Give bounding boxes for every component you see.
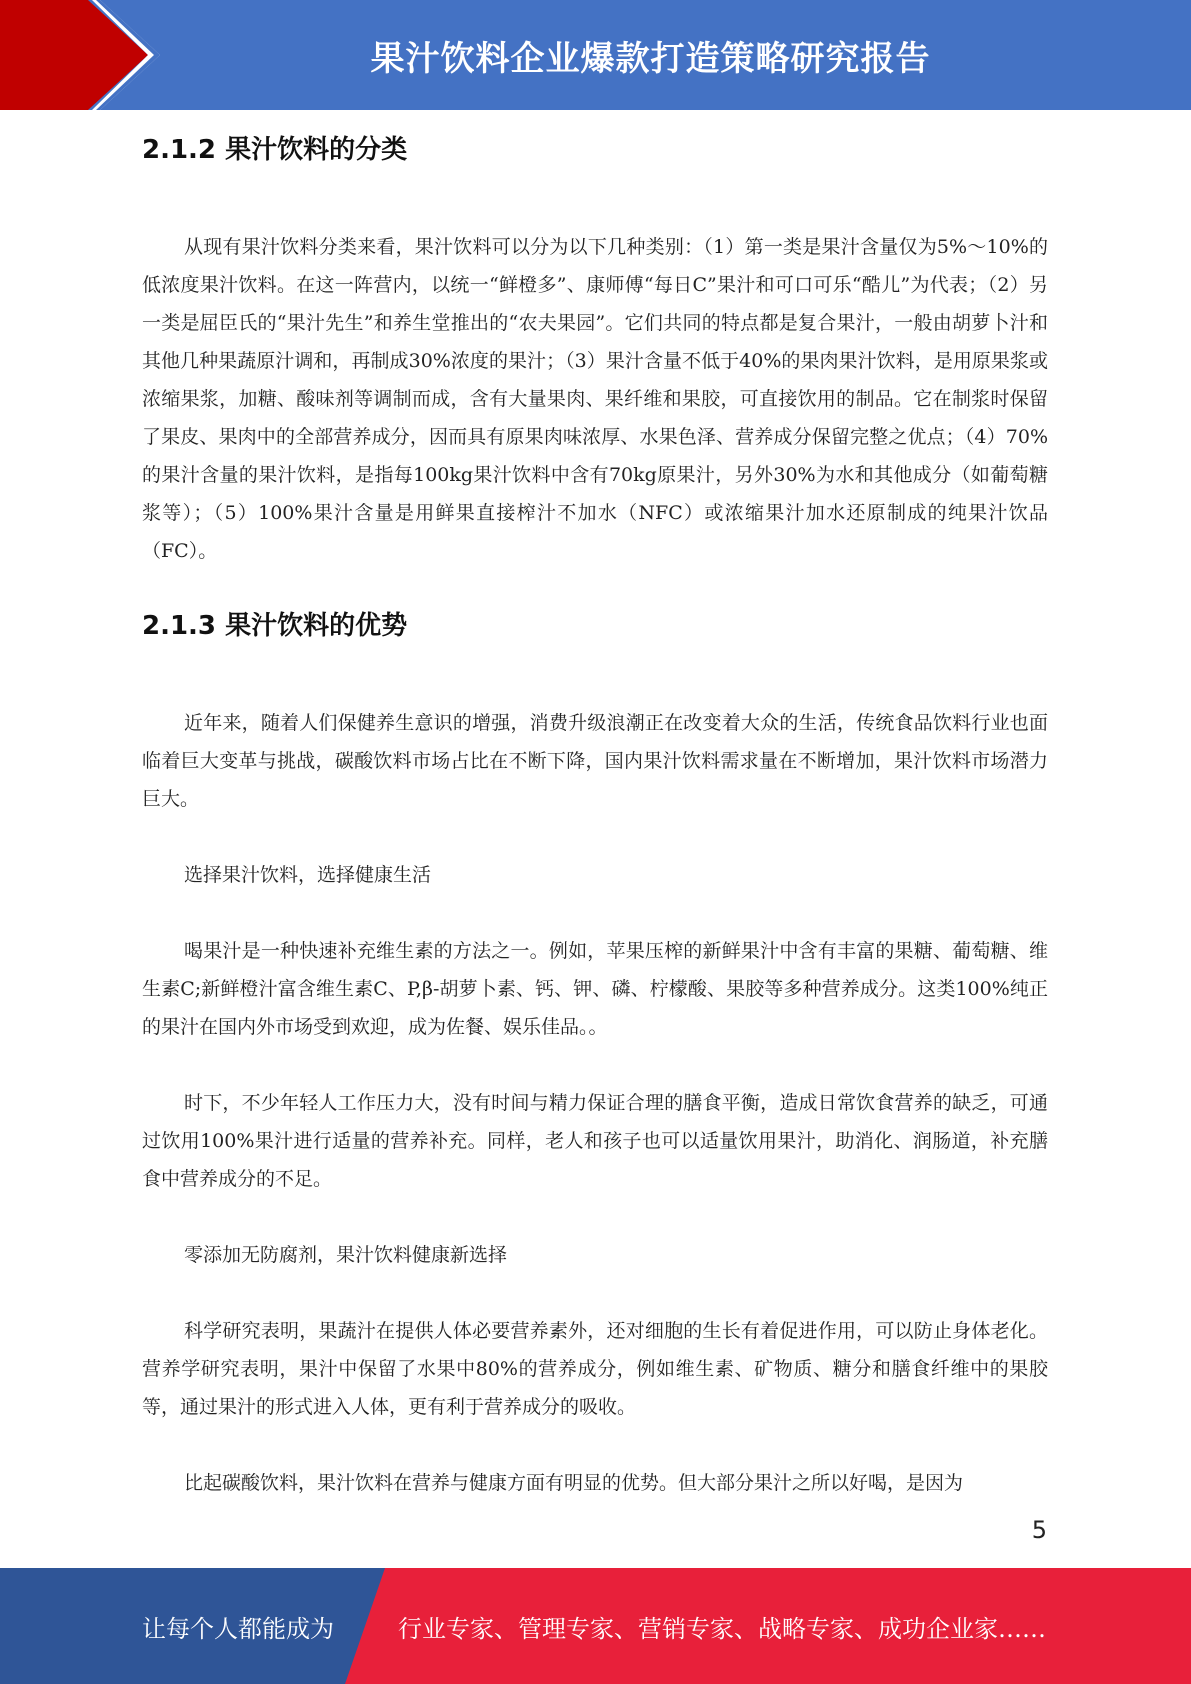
paragraph: 从现有果汁饮料分类来看，果汁饮料可以分为以下几种类别：（1）第一类是果汁含量仅为5%～10%的低浓度果汁饮料。在这一阵营内，以统一“鲜橙多”、康师傅“每日C”果汁和可口可乐“酷儿”为代表；（2）另一类是屈臣氏的“果汁先生”和养生堂推出的“农夫果园”。它们共同的特点都是复合果汁，一般由胡萝卜汁和其他几种果蔬原汁调和，再制成30%浓度的果汁；（3）果汁含量不低于40%的果肉果汁饮料，是用原果浆或浓缩果浆，加糖、酸味剂等调制而成，含有大量果肉、果纤维和果胶，可直接饮用的制品。它在制浆时保留了果皮、果肉中的全部营养成分，因而具有原果肉味浓厚、水果色泽、营养成分保留完整之优点；（4）70%的果汁含量的果汁饮料，是指每100kg果汁饮料中含有70kg原果汁，另外30%为水和其他成分（如葡萄糖浆等）；（5）100%果汁含量是用鲜果直接榨汁不加水（NFC）或浓缩果汁加水还原制成的纯果汁饮品（FC）。 — [142, 236, 1048, 562]
footer-slogan-left: 让每个人都能成为 — [142, 1614, 334, 1643]
section-heading: 2.1.3 果汁饮料的优势 — [142, 611, 408, 641]
paragraph: 时下，不少年轻人工作压力大，没有时间与精力保证合理的膳食平衡，造成日常饮食营养的缺乏，可通过饮用100%果汁进行适量的营养补充。同样，老人和孩子也可以适量饮用果汁，助消化、润肠道，补充膳食中营养成分的不足。 — [142, 1092, 1048, 1190]
report-title: 果汁饮料企业爆款打造策略研究报告 — [370, 38, 931, 79]
footer-slogan-right: 行业专家、管理专家、营销专家、战略专家、成功企业家…… — [398, 1614, 1046, 1643]
paragraph: 科学研究表明，果蔬汁在提供人体必要营养素外，还对细胞的生长有着促进作用，可以防止身体老化。营养学研究表明，果汁中保留了水果中80%的营养成分，例如维生素、矿物质、糖分和膳食纤维中的果胶等，通过果汁的形式进入人体，更有利于营养成分的吸收。 — [142, 1320, 1048, 1418]
paragraph: 近年来，随着人们保健养生意识的增强，消费升级浪潮正在改变着大众的生活，传统食品饮料行业也面临着巨大变革与挑战，碳酸饮料市场占比在不断下降，国内果汁饮料需求量在不断增加，果汁饮料市场潜力巨大。 — [142, 712, 1048, 810]
paragraph: 喝果汁是一种快速补充维生素的方法之一。例如，苹果压榨的新鲜果汁中含有丰富的果糖、葡萄糖、维生素C;新鲜橙汁富含维生素C、P,β-胡萝卜素、钙、钾、磷、柠檬酸、果胶等多种营养成分。这类100%纯正的果汁在国内外市场受到欢迎，成为佐餐、娱乐佳品。。 — [142, 940, 1048, 1038]
section-heading: 2.1.2 果汁饮料的分类 — [142, 135, 408, 165]
subheading-paragraph: 选择果汁饮料，选择健康生活 — [184, 864, 432, 886]
header-arrow-decoration — [0, 0, 160, 110]
footer-banner — [0, 1568, 1191, 1684]
document-body — [142, 128, 1048, 1502]
subheading-paragraph: 零添加无防腐剂，果汁饮料健康新选择 — [184, 1244, 508, 1266]
paragraph: 比起碳酸饮料，果汁饮料在营养与健康方面有明显的优势。但大部分果汁之所以好喝，是因为 — [184, 1472, 964, 1494]
header-banner — [0, 0, 1191, 110]
page-number: 5 — [1031, 1516, 1047, 1544]
